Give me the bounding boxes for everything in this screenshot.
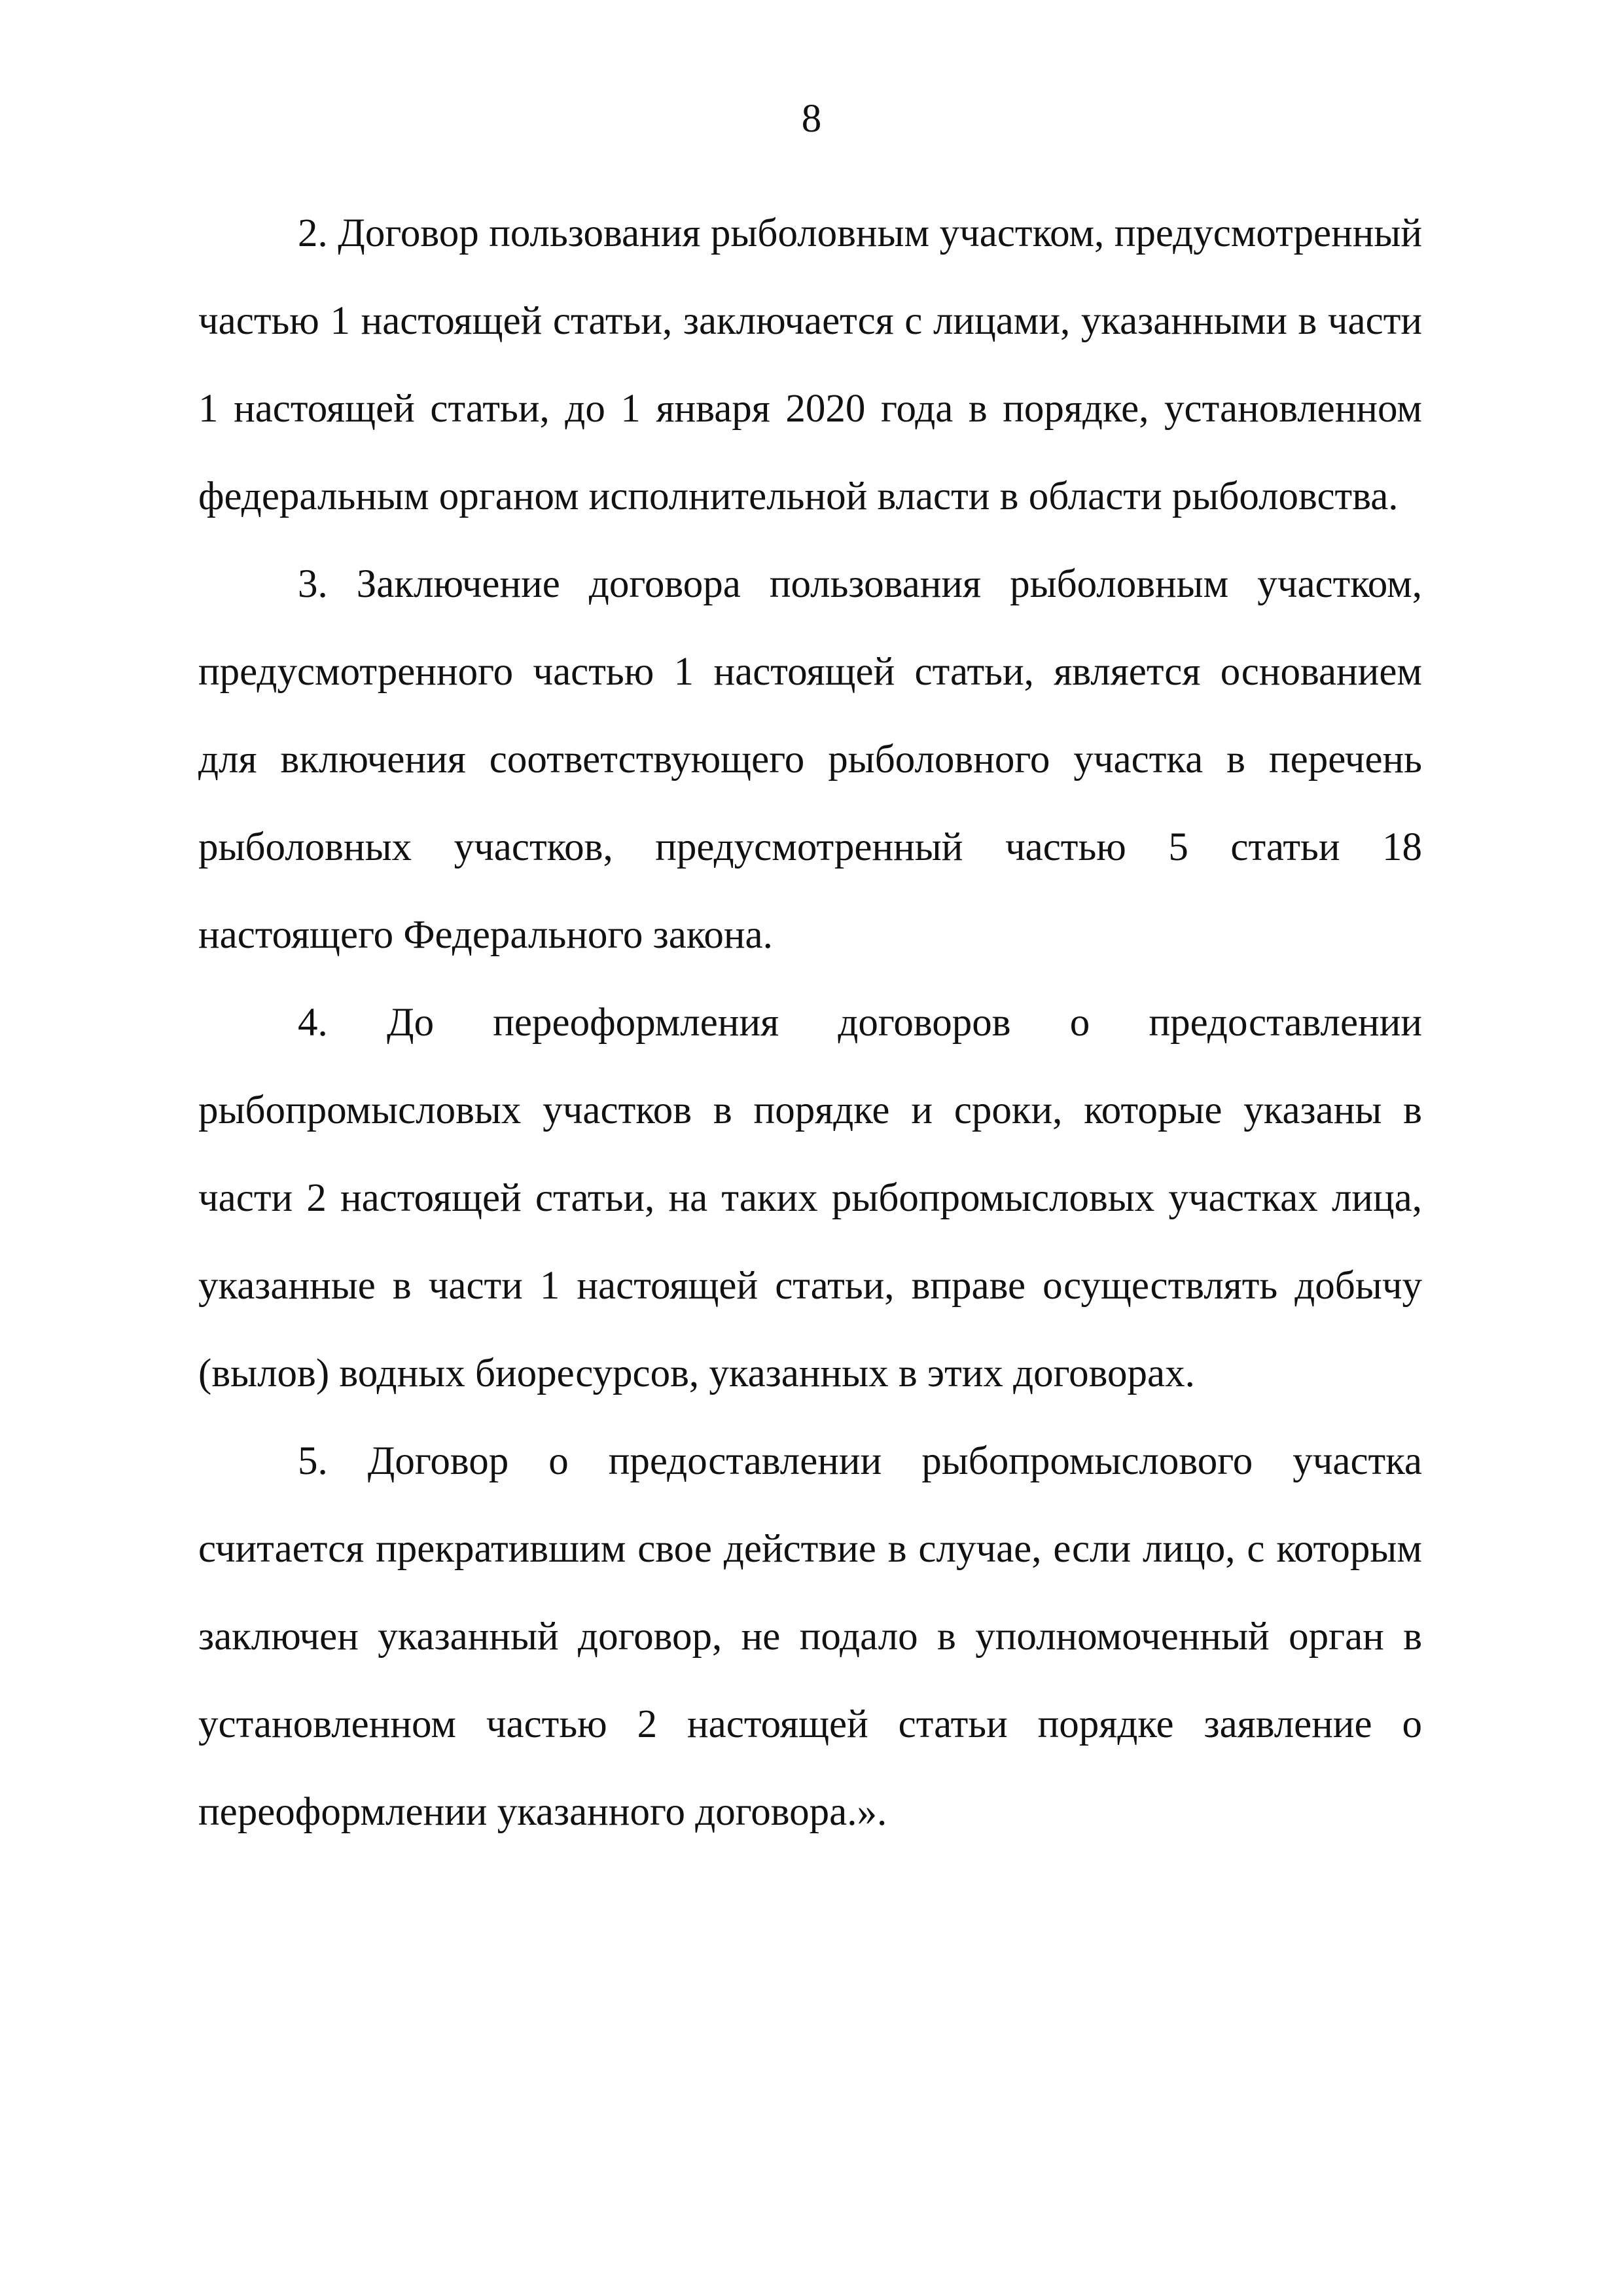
document-body bbox=[198, 190, 1422, 1856]
paragraph-5: 5. Договор о предоставлении рыбопромыслового участка считается прекратившим свое действие в случае, если лицо, с которым заключен указанный договор, не подало в уполномоченный орган в установленном частью 2 настоящей статьи порядке заявление о переоформлении указанного договора.». bbox=[198, 1439, 1422, 1834]
paragraph-2: 2. Договор пользования рыболовным участком, предусмотренный частью 1 настоящей статьи, заключается с лицами, указанными в части 1 настоящей статьи, до 1 января 2020 года в порядке, установленном федеральным органом исполнительной власти в области рыболовства. bbox=[198, 211, 1422, 518]
paragraph-3: 3. Заключение договора пользования рыболовным участком, предусмотренного частью 1 настоящей статьи, является основанием для включения соответствующего рыболовного участка в перечень рыболовных участков, предусмотренный частью 5 статьи 18 настоящего Федерального закона. bbox=[198, 562, 1422, 957]
paragraph-4: 4. До переоформления договоров о предоставлении рыбопромысловых участков в порядке и сроки, которые указаны в части 2 настоящей статьи, на таких рыбопромысловых участках лица, указанные в части 1 настоящей статьи, вправе осуществлять добычу (вылов) водных биоресурсов, указанных в этих договорах. bbox=[198, 1001, 1422, 1395]
page-number: 8 bbox=[801, 97, 822, 141]
